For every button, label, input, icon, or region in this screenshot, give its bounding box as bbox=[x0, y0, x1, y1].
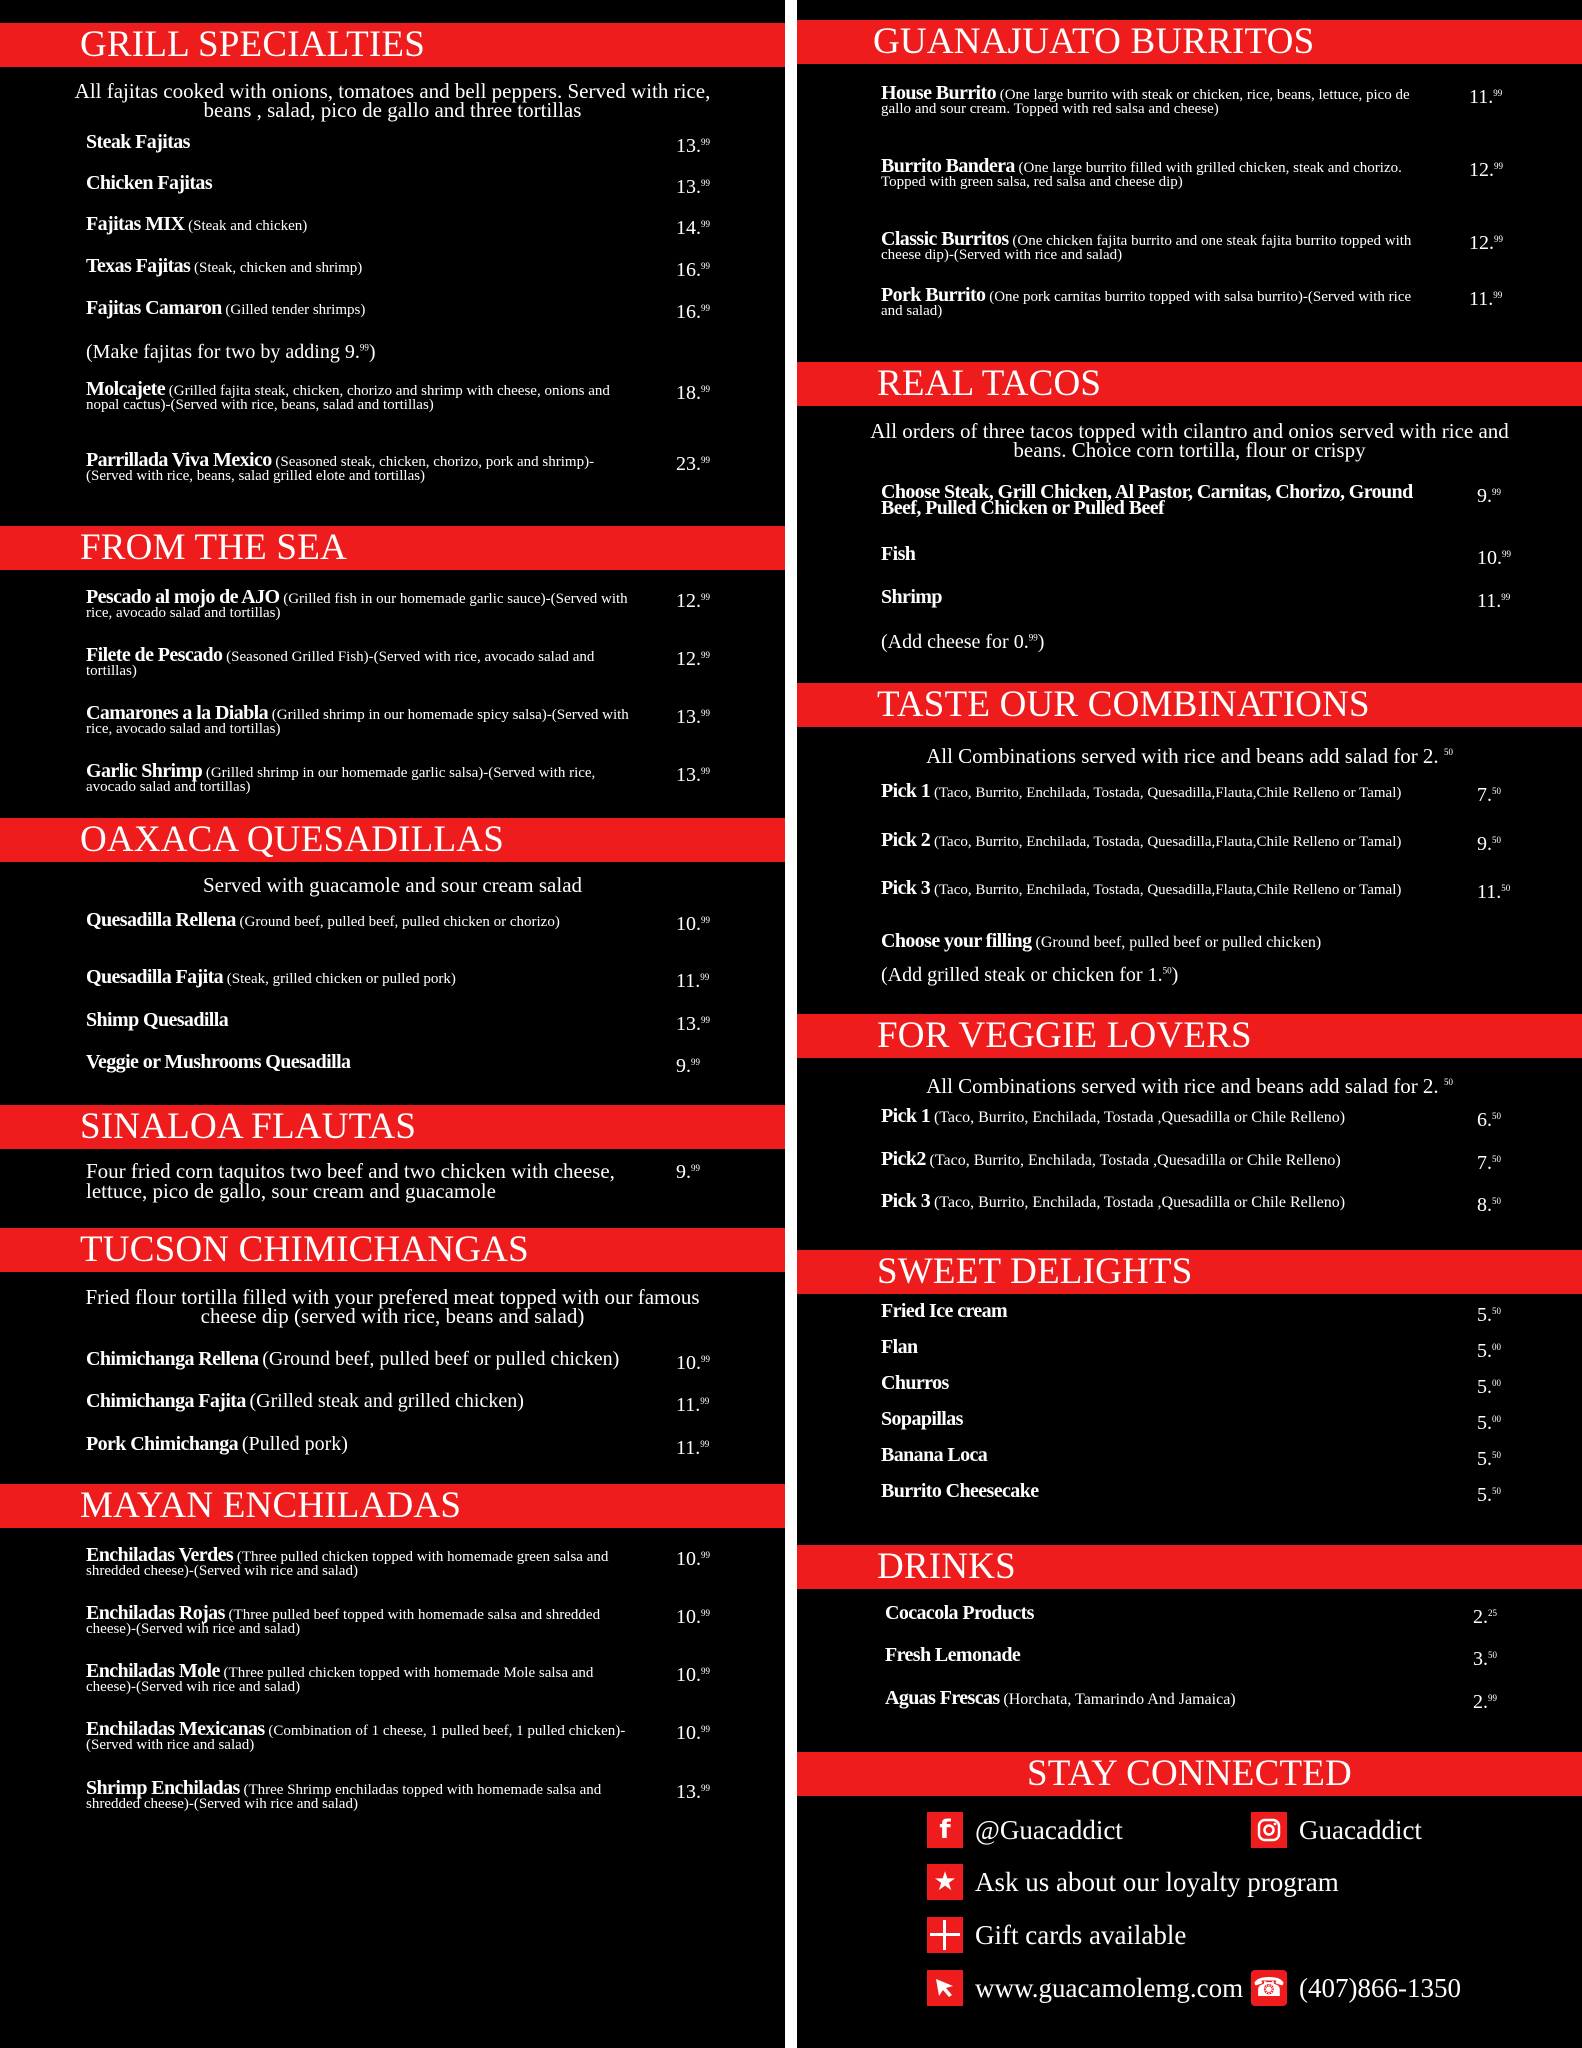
section-title: REAL TACOS bbox=[877, 363, 1102, 404]
item-price: 10.99 bbox=[676, 913, 710, 935]
item-price: 5.50 bbox=[1477, 1304, 1501, 1326]
section-intro: All fajitas cooked with onions, tomatoes and bell peppers. Served with rice, beans , salad, pico de gallo and three tortillas bbox=[74, 79, 711, 122]
menu-item bbox=[0, 1009, 785, 1035]
item-price: 11.99 bbox=[1469, 288, 1503, 310]
gift-icon bbox=[927, 1917, 963, 1953]
item-price: 2.25 bbox=[1473, 1606, 1497, 1628]
menu-item bbox=[797, 1480, 1582, 1506]
item-price: 9.50 bbox=[1477, 833, 1501, 855]
section-header bbox=[0, 1228, 785, 1272]
item-name: Flan bbox=[881, 1336, 918, 1358]
menu-item bbox=[0, 1777, 785, 1812]
item-name: Pick 3 bbox=[881, 1190, 931, 1212]
menu-item bbox=[0, 297, 785, 323]
item-description: (Grilled shrimp in our homemade garlic salsa)-(Served with rice, avocado salad and tortillas) bbox=[86, 765, 596, 795]
item-name: Garlic Shrimp bbox=[86, 760, 203, 782]
section-quesadillas bbox=[0, 818, 785, 1077]
left-menu-column bbox=[0, 0, 785, 2048]
item-name: Quesadilla Rellena bbox=[86, 909, 236, 931]
section-title: STAY CONNECTED bbox=[1027, 1753, 1352, 1794]
item-description: (Steak, chicken and shrimp) bbox=[194, 260, 363, 276]
section-header bbox=[0, 526, 785, 570]
item-name: Molcajete bbox=[86, 378, 165, 400]
section-title: OAXACA QUESADILLAS bbox=[80, 819, 504, 860]
item-name: Enchiladas Rojas bbox=[86, 1602, 225, 1624]
section-header bbox=[797, 683, 1582, 727]
menu-item bbox=[797, 1644, 1582, 1670]
item-name: Quesadilla Fajita bbox=[86, 966, 224, 988]
menu-item bbox=[0, 1433, 785, 1459]
item-name: Churros bbox=[881, 1372, 949, 1394]
item-price: 16.99 bbox=[676, 259, 710, 281]
menu-item bbox=[797, 82, 1582, 117]
item-price: 5.00 bbox=[1477, 1412, 1501, 1434]
item-price: 13.99 bbox=[676, 1781, 710, 1803]
item-name: Pick 1 bbox=[881, 780, 931, 802]
item-name: Chimichanga Fajita bbox=[86, 1390, 246, 1412]
item-description: (Taco, Burrito, Enchilada, Tostada ,Quesadilla or Chile Relleno) bbox=[929, 1152, 1341, 1169]
item-description: (One large burrito filled with grilled chicken, steak and chorizo. Topped with green salsa, red salsa and cheese dip) bbox=[881, 160, 1402, 190]
menu-note: (Add grilled steak or chicken for 1.50) bbox=[881, 964, 1179, 986]
cursor-icon bbox=[927, 1970, 963, 2006]
item-name: Pick2 bbox=[881, 1148, 926, 1170]
item-description: (Horchata, Tamarindo And Jamaica) bbox=[1003, 1691, 1236, 1708]
item-description: (Steak and chicken) bbox=[188, 218, 308, 234]
menu-item bbox=[0, 1161, 785, 1201]
item-name: Classic Burritos bbox=[881, 228, 1009, 250]
item-price: 8.50 bbox=[1477, 1194, 1501, 1216]
menu-item bbox=[797, 1148, 1582, 1174]
item-name: Chicken Fajitas bbox=[86, 172, 213, 194]
section-header bbox=[797, 1250, 1582, 1294]
instagram-icon bbox=[1251, 1812, 1287, 1848]
section-intro: All Combinations served with rice and beans add salad for 2. $^{50}$ bbox=[926, 744, 1453, 768]
item-price: 11.50 bbox=[1477, 881, 1511, 903]
menu-item bbox=[797, 1105, 1582, 1131]
website-text: www.guacamolemg.com bbox=[975, 1972, 1244, 2003]
item-name: Chimichanga Rellena bbox=[86, 1348, 259, 1370]
item-price: 11.99 bbox=[676, 1394, 710, 1416]
section-title: FOR VEGGIE LOVERS bbox=[877, 1015, 1252, 1056]
menu-item bbox=[797, 1602, 1582, 1628]
item-price: 13.99 bbox=[676, 135, 710, 157]
menu-item bbox=[0, 586, 785, 621]
instagram-link[interactable] bbox=[1251, 1812, 1422, 1848]
loyalty-row bbox=[927, 1864, 1339, 1900]
menu-item bbox=[0, 1718, 785, 1753]
section-header bbox=[797, 20, 1582, 64]
menu-item bbox=[0, 213, 785, 239]
item-name: Shrimp bbox=[881, 586, 942, 608]
section-title: GUANAJUATO BURRITOS bbox=[873, 21, 1315, 62]
section-title: TUCSON CHIMICHANGAS bbox=[80, 1229, 529, 1270]
section-veggie bbox=[797, 1014, 1582, 1216]
menu-item bbox=[0, 255, 785, 281]
menu-item bbox=[0, 909, 785, 935]
item-name: Fish bbox=[881, 543, 916, 565]
section-intro: Fried flour tortilla filled with your prefered meat topped with our famous cheese dip (served with rice, beans and salad) bbox=[85, 1285, 700, 1328]
section-title: DRINKS bbox=[877, 1546, 1016, 1587]
section-tacos bbox=[797, 362, 1582, 653]
item-description: (Gilled tender shrimps) bbox=[225, 302, 366, 318]
item-description: (Grilled fajita steak, chicken, chorizo and shrimp with cheese, onions and nopal cactus)-(Served with rice, beans, salad and tortillas) bbox=[86, 383, 610, 413]
item-name: House Burrito bbox=[881, 82, 996, 104]
item-price: 7.50 bbox=[1477, 1152, 1501, 1174]
item-description: (Seasoned steak, chicken, chorizo, pork and shrimp)-(Served with rice, beans, salad grilled elote and tortillas) bbox=[86, 454, 595, 484]
item-price: 13.99 bbox=[676, 764, 710, 786]
item-price: 9.99 bbox=[1477, 485, 1501, 507]
item-name: Choose Steak, Grill Chicken, Al Pastor, Carnitas, Chorizo, Ground Beef, Pulled Chicken or Pulled Beef bbox=[881, 481, 1413, 519]
item-price: 13.99 bbox=[676, 176, 710, 198]
item-name: Burrito Bandera bbox=[881, 155, 1015, 177]
menu-item bbox=[0, 760, 785, 795]
item-name: Cocacola Products bbox=[885, 1602, 1034, 1624]
section-title: FROM THE SEA bbox=[80, 527, 347, 568]
menu-item bbox=[797, 1687, 1582, 1713]
menu-item bbox=[0, 1602, 785, 1637]
item-name: Camarones a la Diabla bbox=[86, 702, 269, 724]
menu-item bbox=[797, 829, 1582, 855]
item-price: 12.99 bbox=[676, 648, 710, 670]
section-title: GRILL SPECIALTIES bbox=[80, 24, 425, 65]
section-header bbox=[797, 1014, 1582, 1058]
item-description: (Three Shrimp enchiladas topped with homemade salsa and shredded cheese)-(Served wih rice and salad) bbox=[86, 1782, 602, 1812]
phone-number: (407)866-1350 bbox=[1299, 1972, 1461, 2003]
item-name: Fresh Lemonade bbox=[885, 1644, 1021, 1666]
menu-item bbox=[797, 1444, 1582, 1470]
menu-item bbox=[0, 1544, 785, 1579]
item-price: 9.99 bbox=[676, 1055, 700, 1077]
menu-item bbox=[0, 378, 785, 413]
menu-item bbox=[0, 702, 785, 737]
item-description: (Taco, Burrito, Enchilada, Tostada, Quesadilla,Flauta,Chile Relleno or Tamal) bbox=[933, 882, 1402, 898]
item-description: (Taco, Burrito, Enchilada, Tostada, Quesadilla,Flauta,Chile Relleno or Tamal) bbox=[933, 785, 1402, 801]
item-name: Pick 1 bbox=[881, 1105, 931, 1127]
item-name: Shimp Quesadilla bbox=[86, 1009, 229, 1031]
item-name: Pork Burrito bbox=[881, 284, 986, 306]
section-header bbox=[0, 1105, 785, 1149]
item-price: 10.99 bbox=[1477, 547, 1511, 569]
item-name: Pick 2 bbox=[881, 829, 931, 851]
menu-item bbox=[0, 644, 785, 679]
menu-item bbox=[797, 930, 1582, 953]
item-price: 10.99 bbox=[676, 1548, 710, 1570]
section-header bbox=[797, 1545, 1582, 1589]
item-price: 5.00 bbox=[1477, 1340, 1501, 1362]
item-price: 14.99 bbox=[676, 217, 710, 239]
section-header bbox=[797, 362, 1582, 406]
menu-note: (Add cheese for 0.99) bbox=[881, 631, 1045, 653]
item-name: Fajitas Camaron bbox=[86, 297, 222, 319]
item-name: Banana Loca bbox=[881, 1444, 988, 1466]
item-price: 11.99 bbox=[676, 970, 710, 992]
menu-item bbox=[0, 1051, 785, 1077]
item-name: Pick 3 bbox=[881, 877, 931, 899]
section-header bbox=[797, 1752, 1582, 1796]
facebook-icon: f bbox=[927, 1812, 963, 1848]
item-name: Sopapillas bbox=[881, 1408, 963, 1430]
item-description: (Ground beef, pulled beef or pulled chicken) bbox=[1035, 934, 1322, 951]
item-price: 11.99 bbox=[1477, 590, 1511, 612]
facebook-link[interactable] bbox=[927, 1812, 1123, 1848]
giftcards-row bbox=[927, 1917, 1186, 1953]
star-icon: ★ bbox=[927, 1864, 963, 1900]
item-name: Burrito Cheesecake bbox=[881, 1480, 1039, 1502]
item-price: 12.99 bbox=[1469, 159, 1503, 181]
menu-item bbox=[797, 586, 1582, 612]
item-name: Enchiladas Mexicanas bbox=[86, 1718, 265, 1740]
facebook-handle: @Guacaddict bbox=[975, 1814, 1123, 1845]
menu-item bbox=[0, 1348, 785, 1374]
item-name: Enchiladas Mole bbox=[86, 1660, 220, 1682]
item-price: 11.99 bbox=[1469, 86, 1503, 108]
item-name: Enchiladas Verdes bbox=[86, 1544, 234, 1566]
loyalty-text: Ask us about our loyalty program bbox=[975, 1866, 1339, 1897]
item-price: 11.99 bbox=[676, 1437, 710, 1459]
section-title: SWEET DELIGHTS bbox=[877, 1251, 1193, 1292]
menu-item bbox=[797, 877, 1582, 903]
item-price: 7.50 bbox=[1477, 784, 1501, 806]
menu-item bbox=[797, 543, 1582, 569]
item-description: (Ground beef, pulled beef, pulled chicken or chorizo) bbox=[239, 914, 560, 930]
item-price: 12.99 bbox=[676, 590, 710, 612]
section-title: TASTE OUR COMBINATIONS bbox=[877, 684, 1370, 725]
item-name: Veggie or Mushrooms Quesadilla bbox=[86, 1051, 351, 1073]
menu-item bbox=[797, 1408, 1582, 1434]
item-name: Parrillada Viva Mexico bbox=[86, 449, 272, 471]
item-price: 2.99 bbox=[1473, 1691, 1497, 1713]
section-chimichangas bbox=[0, 1228, 785, 1459]
item-price: 18.99 bbox=[676, 382, 710, 404]
section-enchiladas bbox=[0, 1484, 785, 1812]
menu-note: (Make fajitas for two by adding 9.99) bbox=[86, 341, 376, 363]
item-description: (Grilled steak and grilled chicken) bbox=[249, 1390, 524, 1412]
item-name: Choose your filling bbox=[881, 930, 1032, 952]
section-header bbox=[0, 1484, 785, 1528]
section-flautas bbox=[0, 1105, 785, 1203]
menu-item bbox=[0, 1660, 785, 1695]
item-price: 13.99 bbox=[676, 706, 710, 728]
item-name: Filete de Pescado bbox=[86, 644, 223, 666]
item-description: (One large burrito with steak or chicken, rice, beans, lettuce, pico de gallo and sour cream. Topped with red salsa and cheese) bbox=[881, 87, 1410, 117]
item-price: 3.50 bbox=[1473, 1648, 1497, 1670]
item-name: Aguas Frescas bbox=[885, 1687, 1000, 1709]
section-from-the-sea bbox=[0, 526, 785, 795]
item-name: Texas Fajitas bbox=[86, 255, 191, 277]
item-description: Four fried corn taquitos two beef and two chicken with cheese, lettuce, pico de gallo, sour cream and guacamole bbox=[86, 1159, 615, 1203]
menu-item bbox=[797, 1336, 1582, 1362]
item-description: (One pork carnitas burrito topped with salsa burrito)-(Served with rice and salad) bbox=[881, 289, 1412, 319]
section-intro: Served with guacamole and sour cream salad bbox=[202, 873, 583, 897]
item-description: (Taco, Burrito, Enchilada, Tostada, Quesadilla,Flauta,Chile Relleno or Tamal) bbox=[933, 834, 1402, 850]
menu-item bbox=[0, 1390, 785, 1416]
item-description: (Steak, grilled chicken or pulled pork) bbox=[226, 971, 456, 987]
item-price: 23.99 bbox=[676, 453, 710, 475]
item-name: Shrimp Enchiladas bbox=[86, 1777, 240, 1799]
section-title: MAYAN ENCHILADAS bbox=[80, 1485, 462, 1526]
giftcards-text: Gift cards available bbox=[975, 1919, 1187, 1950]
menu-item bbox=[0, 449, 785, 484]
phone-link[interactable] bbox=[1251, 1970, 1461, 2006]
item-price: 5.50 bbox=[1477, 1448, 1501, 1470]
menu-item bbox=[797, 1190, 1582, 1216]
item-description: (Pulled pork) bbox=[241, 1433, 348, 1455]
website-link[interactable] bbox=[927, 1970, 1243, 2006]
item-name: Fajitas MIX bbox=[86, 213, 185, 235]
section-header bbox=[0, 818, 785, 862]
item-description: (Three pulled chicken topped with homemade Mole salsa and cheese)-(Served wih rice and salad) bbox=[86, 1665, 594, 1695]
item-description: (Combination of 1 cheese, 1 pulled beef, 1 pulled chicken)-(Served with rice and salad) bbox=[86, 1723, 626, 1753]
item-description: (Grilled shrimp in our homemade spicy salsa)-(Served with rice, avocado salad and tortillas) bbox=[86, 707, 629, 737]
instagram-handle: Guacaddict bbox=[1299, 1814, 1422, 1845]
menu-item bbox=[797, 1372, 1582, 1398]
item-description: (Seasoned Grilled Fish)-(Served with rice, avocado salad and tortillas) bbox=[86, 649, 595, 679]
item-description: (One chicken fajita burrito and one steak fajita burrito topped with cheese dip)-(Served with rice and salad) bbox=[881, 233, 1412, 263]
menu-item bbox=[797, 481, 1582, 519]
section-header bbox=[0, 23, 785, 67]
section-stay-connected bbox=[797, 1752, 1582, 2048]
item-price: 10.99 bbox=[676, 1722, 710, 1744]
section-intro: All Combinations served with rice and beans add salad for 2. $^{50}$ bbox=[926, 1074, 1453, 1098]
item-name: Pork Chimichanga bbox=[86, 1433, 239, 1455]
item-description: (Ground beef, pulled beef or pulled chicken) bbox=[262, 1348, 620, 1370]
item-name: Steak Fajitas bbox=[86, 131, 190, 153]
right-menu-column bbox=[797, 0, 1582, 2048]
item-description: (Taco, Burrito, Enchilada, Tostada ,Quesadilla or Chile Relleno) bbox=[933, 1109, 1346, 1126]
item-price: 10.99 bbox=[676, 1664, 710, 1686]
section-combinations bbox=[797, 683, 1582, 986]
item-description: (Taco, Burrito, Enchilada, Tostada ,Quesadilla or Chile Relleno) bbox=[933, 1194, 1346, 1211]
item-description: (Three pulled beef topped with homemade salsa and shredded cheese)-(Served wih rice and salad) bbox=[86, 1607, 601, 1637]
section-sweets bbox=[797, 1250, 1582, 1506]
menu-item bbox=[797, 284, 1582, 319]
phone-icon: ☎ bbox=[1251, 1970, 1287, 2006]
section-drinks bbox=[797, 1545, 1582, 1713]
item-price: 16.99 bbox=[676, 301, 710, 323]
item-name: Pescado al mojo de AJO bbox=[86, 586, 280, 608]
item-price: 5.00 bbox=[1477, 1376, 1501, 1398]
menu-item bbox=[0, 131, 785, 157]
section-intro: All orders of three tacos topped with cilantro and onios served with rice and beans. Choice corn tortilla, flour or crispy bbox=[870, 419, 1509, 462]
item-price: 13.99 bbox=[676, 1013, 710, 1035]
item-price: 9.99 bbox=[676, 1161, 700, 1183]
item-price: 6.50 bbox=[1477, 1109, 1501, 1131]
item-price: 5.50 bbox=[1477, 1484, 1501, 1506]
item-price: 10.99 bbox=[676, 1606, 710, 1628]
item-description: (Three pulled chicken topped with homemade green salsa and shredded cheese)-(Served wih rice and salad) bbox=[86, 1549, 609, 1579]
menu-item bbox=[797, 155, 1582, 190]
menu-item bbox=[797, 1300, 1582, 1326]
item-description: (Grilled fish in our homemade garlic sauce)-(Served with rice, avocado salad and tortillas) bbox=[86, 591, 628, 621]
menu-item bbox=[0, 172, 785, 198]
menu-item bbox=[0, 966, 785, 992]
section-grill-specialties bbox=[0, 23, 785, 484]
item-price: 10.99 bbox=[676, 1352, 710, 1374]
menu-item bbox=[797, 228, 1582, 263]
item-price: 12.99 bbox=[1469, 232, 1503, 254]
section-title: SINALOA FLAUTAS bbox=[80, 1106, 417, 1147]
item-name: Fried Ice cream bbox=[881, 1300, 1008, 1322]
menu-item bbox=[797, 780, 1582, 806]
section-burritos bbox=[797, 20, 1582, 319]
